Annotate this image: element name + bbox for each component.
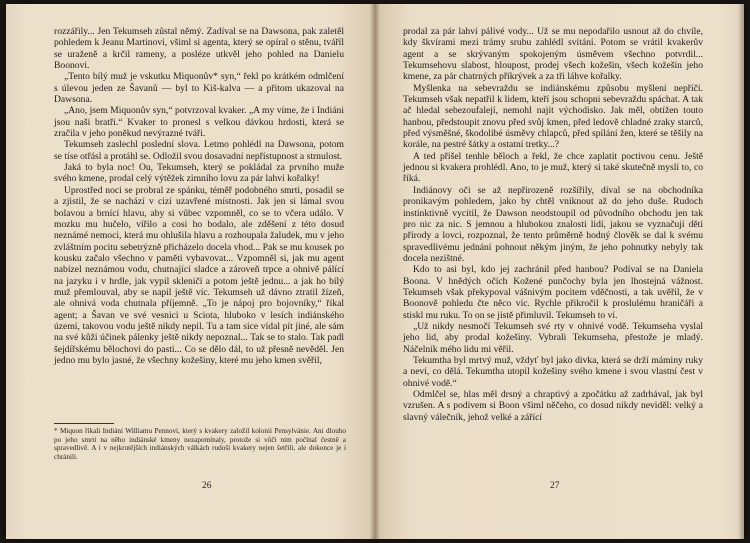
paragraph: Myšlenka na sebevraždu se indiánskému způsobu myšlení nepříčí. Tekumseh však nepatřil k lidem, kteří jsou schopni sebevraždu spáchat. A tak ač hledal sebezoufalejí, nemohl najít východisko. Jak měl, obtížen touto hanbou, předstoupit znovu před svůj kmen, před ledově chladné zraky starců, před výsměšné, škodolibé úsměvy chlapců, před spílání žen, které se těšily na korále, na pestré šátky a ostatní tretky...? bbox=[403, 82, 703, 151]
paragraph: rozzářily... Jen Tekumseh zůstal němý. Zadíval se na Dawsona, pak zaletěl pohledem k Jeanu Martinovi, všiml si agenta, který se opíral o stěnu, tváříl se uraženě a krčil rameny, a posléze utkvěl jeho pohled na Danielu Boonovi. bbox=[54, 26, 344, 72]
page-number: 27 bbox=[550, 481, 560, 491]
paragraph: Odmlčel se, hlas měl drsný a chraptivý a zpočátku až zadrhával, jak byl vzrušen. A s podivem si Boon všiml něčeho, co dosud nikdy neviděl: velký a slavný válečník, jehož velké a zářící bbox=[403, 389, 703, 423]
left-page bbox=[6, 4, 375, 539]
paragraph: prodal za pár lahví pálivé vody... Už se mu nepodařilo usnout až do chvíle, kdy škvírami mezi trámy srubu zahlédl svítání. Potom se vrátil kvakerův agent a se skrývaným spokojeným úsměvem všechno potvrdil... Tekumsehovu slabost, hloupost, prodej všech kožešin, všech kožešin jeho kmene, za pár chatrných příkrývek a za tři láhve kořalky. bbox=[403, 26, 703, 83]
paragraph: Kdo to asi byl, kdo jej zachránil před hanbou? Podíval se na Daniela Boona. V hnědých očích Kožené punčochy byla jen lhostejná vážnost. Tekumseh však překypoval vášnivým pocitem vděčnosti, a tak uvěřil, že v Boonově pohledu čte něco víc. Rychle přikročil k proslulému hraničáři a stiskl mu ruku. To on se jistě přimluvil. Tekumseh to ví. bbox=[403, 264, 703, 321]
paragraph: Jaká to byla noc! Ou, Tekumseh, který se pokládal za prvního muže svého kmene, prodal celý výtěžek zimního lovu za pár lahví kořalky! bbox=[54, 162, 344, 185]
right-page bbox=[375, 4, 744, 539]
paragraph: „Tento bílý muž je vskutku Miquonův* syn,“ řekl po krátkém odmlčení s úlevou jeden ze Šavanů — byl to Kiš-kalva — a přitom ukazoval na Dawsona. bbox=[54, 71, 344, 106]
paragraph: Uprostřed noci se probral ze spánku, téměř podobného smrti, posadil se a zjistil, že se nachází v cizí uzavřené místnosti. Jak jen si lámal svou bolavou a brnící hlavu, aby si vůbec vzpomněl, co se to včera událo. V mozku mu hučelo, vířilo a cosi ho bodalo, ale zděšení z této dosud neznámé nemoci, která mu ohlušila hlavu a rozhoupala žaludek, mu v jeho zvláštním pocitu sebetrýzně přicházelo docela vhod... Pak se mu kousek po kousku začalo všechno v paměti vybavovat... Vzpomněl si, jak mu agent nabízel neznámou vodu, chutnající sladce a zároveň trpce a ohnivě pálící na jazyku i v hrdle, jak vypil skleničí a potom ještě jednu... a jak ho bílý muž přemlouval, aby se napil ještě víc. Tekumseh už dávno ztratil žízeň, ale ohnivá voda chutnala příjemně. „To je nápoj pro bojovníky,“ říkal agent; a Šavan ve své vesnici u Sciota, hluboko v lesích indiánského území, takovou vodu ještě nikdy nepil. Tu a tam sice vídal pít jiné, ale sám na své kůži účinek pálenky ještě nikdy nepoznal... Tak se to stalo. Tak padl šejdířskému bělochovi do pasti... Co se dělo dál, to už přesně nevěděl. Jen jedno mu bylo jasné, že všechny kožešiny, které mu jeho kmen svěřil, bbox=[54, 184, 344, 366]
paragraph: „Už nikdy nesmočí Tekumseh své rty v ohnivé vodě. Tekumseha vyslal jeho lid, aby prodal kožešiny. Vybrali Tekumseha, přestože je mladý. Náčelník mého lidu mi věřil. bbox=[403, 320, 703, 355]
footnote: * Miquon říkali Indiáni Williamu Pennovi, který s kvakery založil kolonii Pensylvánie. Ani dlouho po jeho smrti na něho indiánské kmeny nezapomínaly, protože si vůči nim počínal čestně a spravedlivě. A i v nejkrutějších indiánských válkách rudoši kvakery nejen šetřili, ale dokonce je i chránili. bbox=[54, 427, 346, 461]
book-gutter bbox=[370, 4, 380, 539]
paragraph: „Ano, jsem Miquonův syn,“ potvrzoval kvaker. „A my víme, že i Indiáni jsou naši bratři.“ Kvaker to pronesl s velkou dávkou hrdosti, která se zračila v jeho poněkud nevýrazné tváři. bbox=[54, 105, 344, 140]
paragraph: Indiánovy oči se až nepřirozeně rozšířily, díval se na obchodníka pronikavým pohledem, jako by chtěl vniknout až do jeho duše. Rudoch instinktivně vycítil, že Dawson neodstoupil od původního obchodu jen tak pro nic za nic. S jemnou a hlubokou znalostí lidí, jakou se vyznačují děti přírody a lovci, rozpoznal, že tento průměrně hodný člověk se dal k svému spravedlivému jednání pohnout někým jiným, že jeho pohnutky nebyly tak docela nezištné. bbox=[403, 184, 703, 264]
footnote-divider bbox=[54, 423, 114, 424]
left-page-body bbox=[54, 26, 344, 366]
paragraph: Tekumseh zaslechl poslední slova. Letmo pohlédl na Dawsona, potom se tíse otřásl a protáhl se. Odložil svou dosavadní nepřístupnost a strnulost. bbox=[54, 139, 344, 162]
page-edge-shadow bbox=[738, 4, 744, 539]
page-number: 26 bbox=[202, 481, 212, 491]
paragraph: A ted přišel tenhle běloch a řekl, že chce zaplatit poctivou cenu. Ještě jednou si kvakera prohlédl. Ano, to je muž, který si také skutečně myslí to, co říká. bbox=[403, 150, 703, 185]
paragraph: Tekumtha byl mrtvý muž, vždyť byl jako divka, která se drží máminy ruky a neví, co dělá. Tekumtha utopil kožešiny svého kmene i svou vlastní čest v ohnivé vodě.“ bbox=[403, 354, 703, 389]
book-spread bbox=[6, 4, 744, 539]
right-page-body bbox=[403, 26, 703, 423]
